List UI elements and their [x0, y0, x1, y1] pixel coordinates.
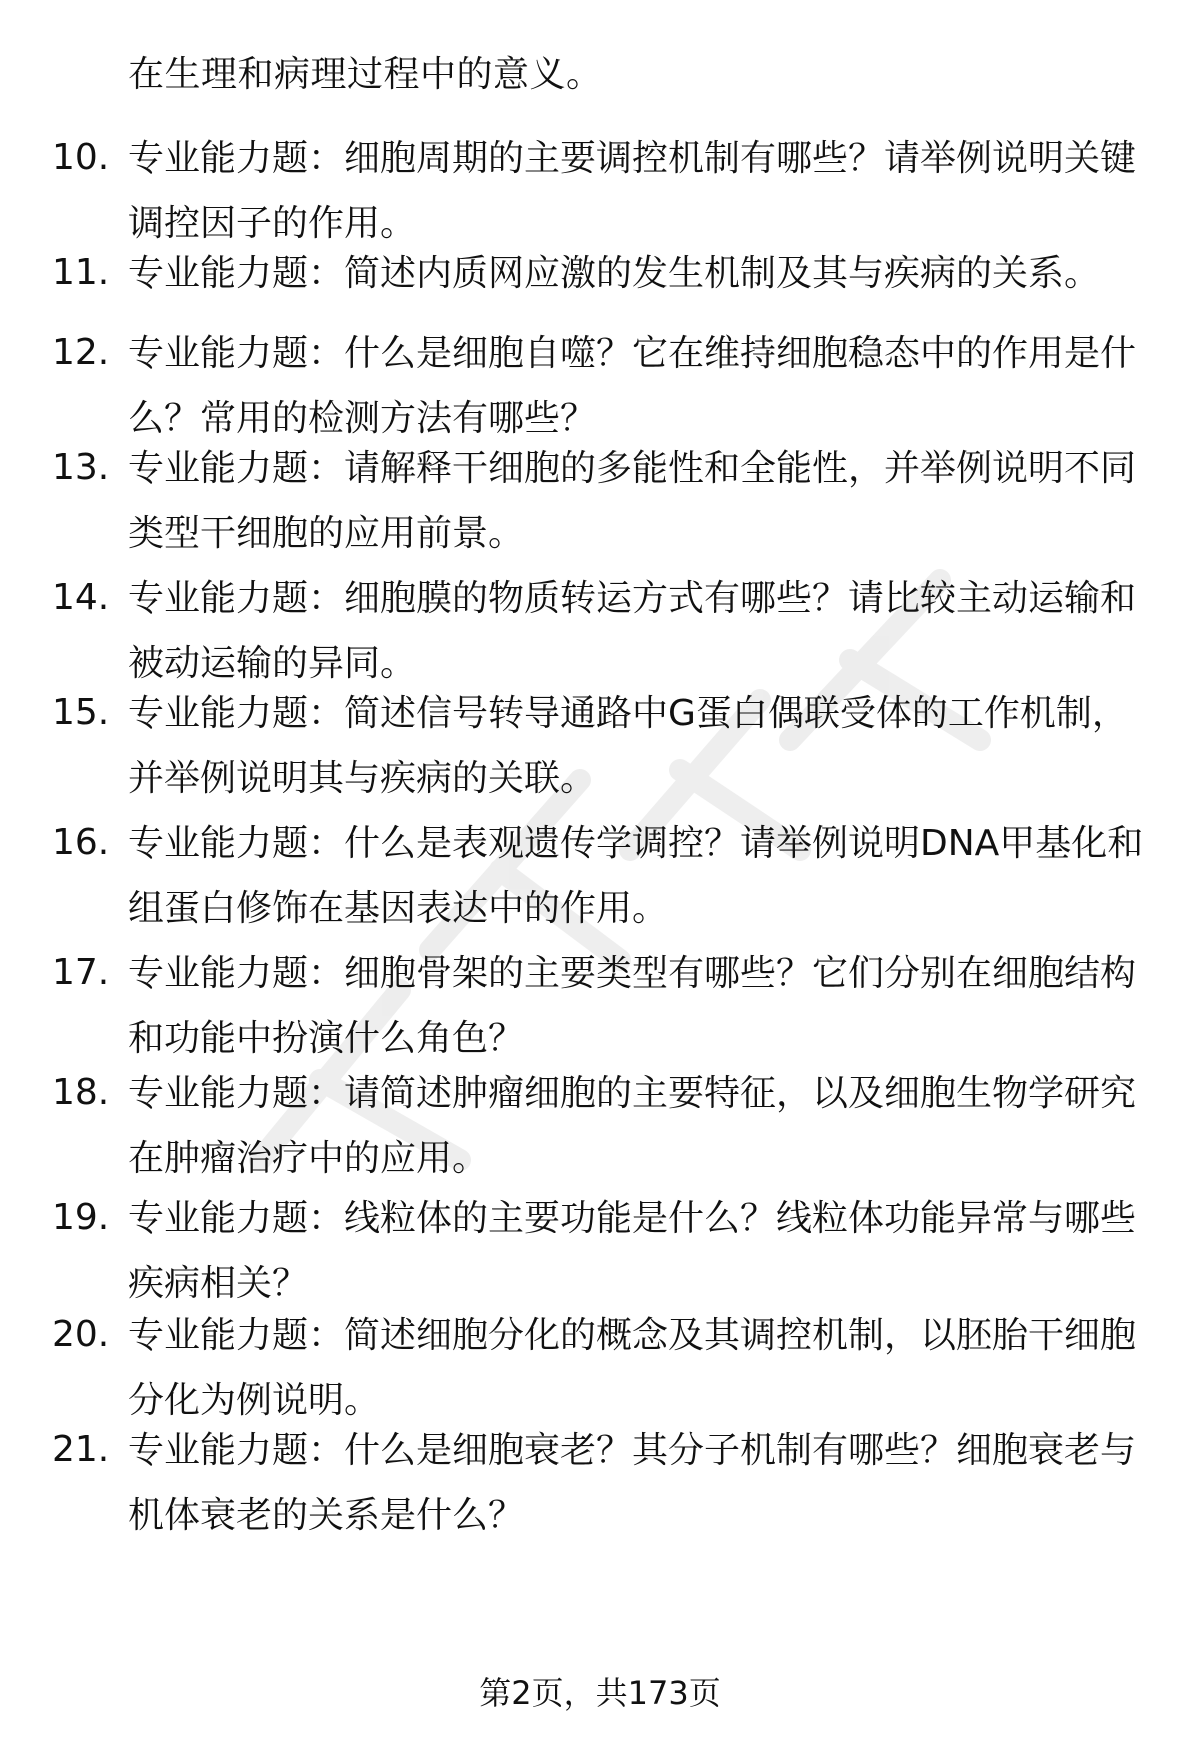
item-text-line: 专业能力题：请简述肿瘤细胞的主要特征，以及细胞生物学研究 — [128, 1073, 1137, 1114]
item-number: 17. — [52, 952, 110, 993]
item-text-line: 专业能力题：细胞骨架的主要类型有哪些？它们分别在细胞结构 — [128, 953, 1137, 994]
item-text — [128, 811, 1148, 941]
item-text-line: 专业能力题：细胞膜的物质转运方式有哪些？请比较主动运输和 — [128, 578, 1137, 619]
item-text — [128, 941, 1148, 1071]
item-text-line: 么？常用的检测方法有哪些？ — [128, 398, 597, 439]
item-text-line: 类型干细胞的应用前景。 — [128, 513, 525, 554]
item-number: 10. — [52, 137, 110, 178]
item-text — [128, 126, 1148, 256]
page-footer: 第2页，共173页 — [479, 1674, 721, 1712]
item-number: 14. — [52, 577, 110, 618]
item-text-line: 组蛋白修饰在基因表达中的作用。 — [128, 888, 669, 929]
item-text-line: 专业能力题：简述信号转导通路中G蛋白偶联受体的工作机制， — [128, 693, 1128, 734]
item-text — [128, 681, 1148, 811]
item-number: 19. — [52, 1197, 110, 1238]
lead-line: 在生理和病理过程中的意义。 — [128, 54, 603, 95]
item-text-line: 专业能力题：什么是表观遗传学调控？请举例说明DNA甲基化和 — [128, 823, 1144, 864]
item-number: 13. — [52, 447, 110, 488]
item-text-line: 专业能力题：什么是细胞衰老？其分子机制有哪些？细胞衰老与 — [128, 1430, 1137, 1471]
item-number: 16. — [52, 822, 110, 863]
item-number: 12. — [52, 332, 110, 373]
item-text-line: 被动运输的异同。 — [128, 643, 417, 684]
item-text-line: 专业能力题：什么是细胞自噬？它在维持细胞稳态中的作用是什 — [128, 333, 1137, 374]
item-text-line: 专业能力题：线粒体的主要功能是什么？线粒体功能异常与哪些 — [128, 1198, 1137, 1239]
item-text — [128, 566, 1148, 696]
item-text-line: 调控因子的作用。 — [128, 203, 417, 244]
item-text-line: 专业能力题：简述细胞分化的概念及其调控机制，以胚胎干细胞 — [128, 1315, 1137, 1356]
item-text-line: 疾病相关？ — [128, 1263, 309, 1304]
item-text-line: 专业能力题：细胞周期的主要调控机制有哪些？请举例说明关键 — [128, 138, 1137, 179]
item-text-line: 并举例说明其与疾病的关联。 — [128, 758, 597, 799]
item-text — [128, 241, 1148, 306]
item-text — [128, 321, 1148, 451]
item-text-line: 和功能中扮演什么角色？ — [128, 1018, 525, 1059]
item-text — [128, 1418, 1148, 1548]
item-text — [128, 1303, 1148, 1433]
item-number: 18. — [52, 1072, 110, 1113]
item-text — [128, 436, 1148, 566]
item-number: 15. — [52, 692, 110, 733]
item-text-line: 分化为例说明。 — [128, 1380, 381, 1421]
item-text-line: 在肿瘤治疗中的应用。 — [128, 1138, 489, 1179]
item-text — [128, 1061, 1148, 1191]
item-text-line: 专业能力题：简述内质网应激的发生机制及其与疾病的关系。 — [128, 253, 1101, 294]
item-number: 20. — [52, 1314, 110, 1355]
item-text-line: 机体衰老的关系是什么？ — [128, 1495, 525, 1536]
item-number: 11. — [52, 252, 110, 293]
item-text-line: 专业能力题：请解释干细胞的多能性和全能性，并举例说明不同 — [128, 448, 1137, 489]
item-number: 21. — [52, 1429, 110, 1470]
item-text — [128, 1186, 1148, 1316]
